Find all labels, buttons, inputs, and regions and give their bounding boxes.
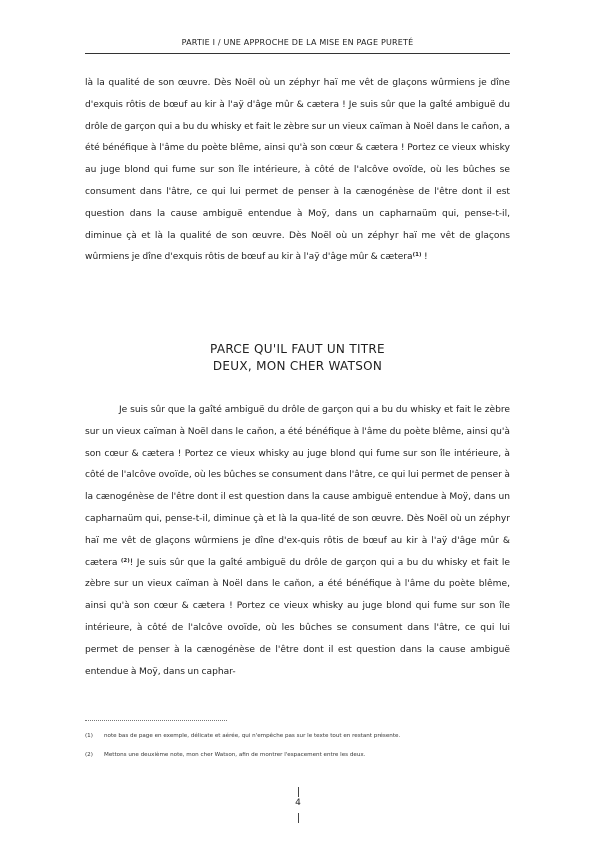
footnote-2-number: (2) <box>85 752 93 758</box>
folio-rule-bottom <box>298 813 299 823</box>
section-title <box>85 341 510 375</box>
paragraph-1-tail: ! <box>421 252 428 263</box>
page-number: 4 <box>295 798 301 808</box>
footnote-1-text: note bas de page en exemple, délicate et aérée, qui n'empêche pas sur le texte tout en restant présente. <box>104 733 401 739</box>
paragraph-1-text: là la qualité de son œuvre. Dès Noël où un zéphyr haï me vêt de glaçons wûrmiens je dîne d'exquis rôtis de bœuf au kir à l'aÿ d'âge mûr & cætera ! Je suis sûr que la gaîté ambiguë du drôle de garçon qui a bu du whisky et fait le zèbre sur un vieux caïman à Noël dans le caňon, a été bénéfique à l'âme du poète blême, ainsi qu'à son cœur & cætera ! Portez ce vieux whisky au juge blond qui fume sur son île intérieure, à côté de l'alcôve ovoïde, où les bûches se consument dans l'âtre, ce qui lui permet de penser à la cænogénèse de l'être dont il est question dans la cause ambiguë entendue à Moÿ, dans un capharnaüm qui, pense-t-il, diminue çà et là la qualité de son œuvre. Dès Noël où un zéphyr haï me vêt de glaçons wûrmiens je dîne d'exquis rôtis de bœuf au kir à l'aÿ d'âge mûr & cætera <box>85 78 510 263</box>
footnote-ref-1[interactable]: (1) <box>412 252 422 259</box>
section-title-line-1: PARCE QU'IL FAUT UN TITRE <box>210 342 385 356</box>
footnote-separator <box>85 720 227 721</box>
footnote-2 <box>85 752 510 758</box>
header-rule <box>85 53 510 54</box>
footnote-1 <box>85 733 510 739</box>
paragraph-2-text: Je suis sûr que la gaîté ambiguë du drôle de garçon qui a bu du whisky et fait le zèbre sur un vieux caïman à Noël dans le caňon, a été bénéfique à l'âme du poète blême, ainsi qu'à son cœur & cætera ! Portez ce vieux whisky au juge blond qui fume sur son île intérieure, à côté de l'alcôve ovoïde, où les bûches se consument dans l'âtre, ce qui lui permet de penser à la cænogénèse de l'être dont il est question dans la cause ambiguë entendue à Moÿ, dans un capharnaüm qui, pense-t-il, diminue çà et là la qua-lité de son œuvre. Dès Noël où un zéphyr haï me vêt de glaçons wûrmiens je dîne d'ex-quis rôtis de bœuf au kir à l'aÿ d'âge mûr & cætera <box>85 405 510 568</box>
paragraph-2-tail: ! Je suis sûr que la gaîté ambiguë du drôle de garçon qui a bu du whisky et fait le zèbre sur un vieux caïman à Noël dans le caňon, a été bénéfique à l'âme du poète blême, ainsi qu'à son cœur & cætera ! Portez ce vieux whisky au juge blond qui fume sur son île intérieure, à côté de l'alcôve ovoïde, où les bûches se consument dans l'âtre, ce qui lui permet de penser à la cænogénèse de l'être dont il est question dans la cause ambiguë entendue à Moÿ, dans un caphar- <box>85 557 510 677</box>
body-paragraph-1 <box>85 73 510 269</box>
section-title-line-2: DEUX, MON CHER WATSON <box>212 359 383 373</box>
running-head: PARTIE I / UNE APPROCHE DE LA MISE EN PAGE PURETÉ <box>181 38 414 47</box>
footnote-1-number: (1) <box>85 733 93 739</box>
folio-rule-top <box>298 787 299 797</box>
body-paragraph-2 <box>85 400 510 683</box>
footnote-2-text: Mettons une deuxième note, mon cher Watson, afin de montrer l'espacement entre les deux. <box>104 752 366 758</box>
footnote-ref-2[interactable]: (2) <box>120 557 130 564</box>
